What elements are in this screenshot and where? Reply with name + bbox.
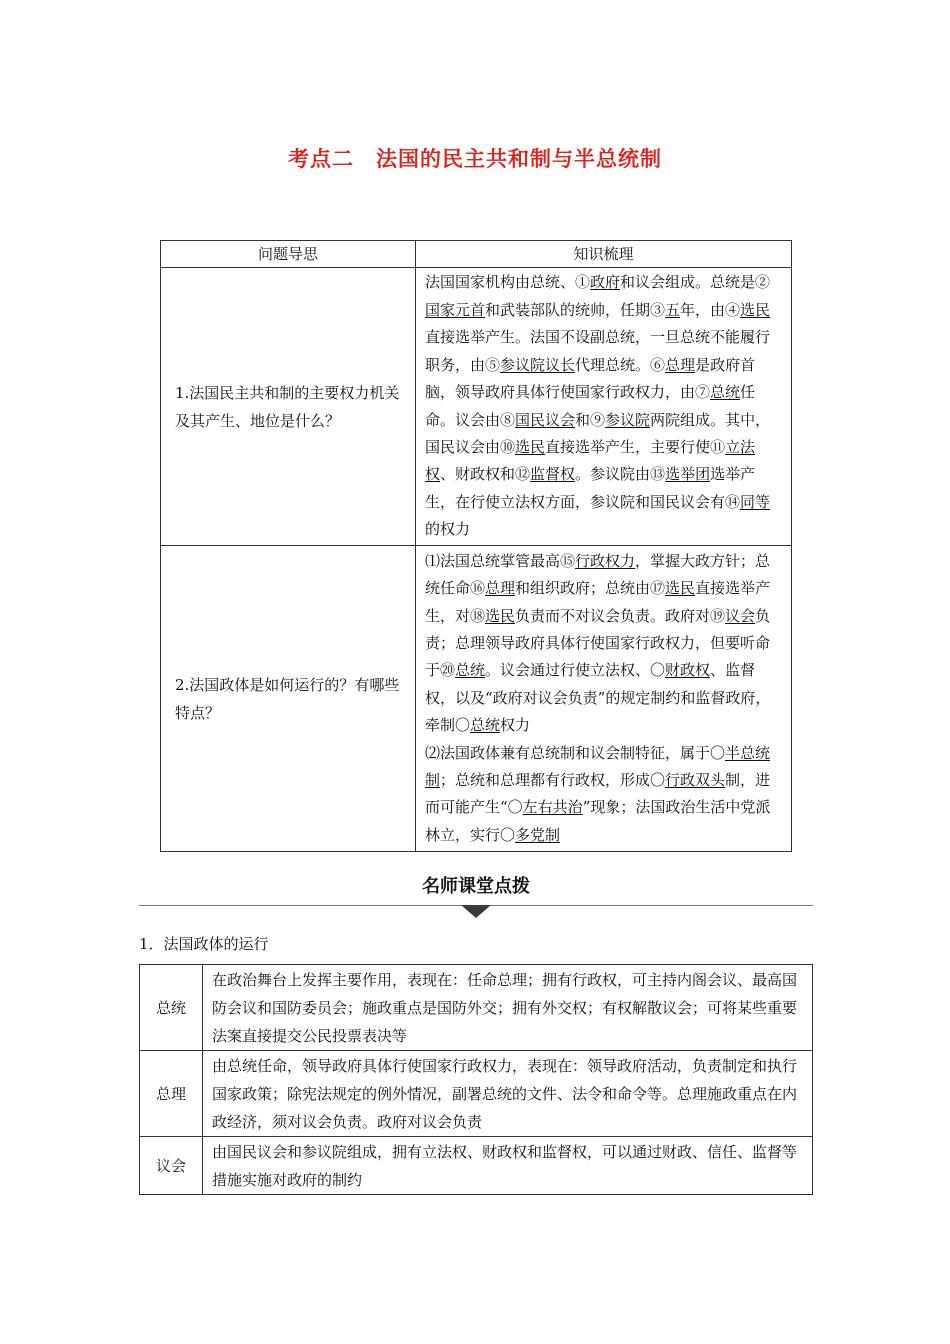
operation-table [139,964,813,1195]
row-key: 总理 [140,1051,203,1137]
answer-blank: 总理 [485,579,516,598]
answer-blank: 财政权 [665,661,711,680]
guide-table-header [161,241,792,268]
answer-blank: 总理 [665,355,696,374]
guide-table [160,240,792,852]
answer-blank: 国家元首 [425,300,486,319]
answer-blank: 左右共治 [522,798,583,817]
page-title-prefix: 考点二 [288,147,354,171]
answer-blank: 多党制 [515,825,561,844]
answer-blank: 监督权 [530,465,576,484]
answer-blank: 行政双头 [665,771,726,790]
answer-blank: 政府 [590,273,621,292]
answer-blank: 选民 [515,437,546,456]
answer-blank: 行政权力 [575,551,636,570]
answer-blank: 选民 [485,606,516,625]
knowledge-cell: ⑴法国总统掌管最高⑮行政权力，掌握大政方针；总统任命⑯总理和组织政府；总统由⑰选民直接选举产生，对⑱选民负责而不对议会负责。政府对⑲议会负责；总理领导政府具体行使国家行政权力，但要听命于⑳总统。议会通过行使立法权、〇财政权、监督权，以及“政府对议会负责”的规定制约和监督政府，牵制〇总统权力 ⑵法国政体兼有总统制和议会制特征，属于〇半总统制；总统和总理都有行政权，形成〇行政双头制，进而可能产生“〇左右共治”现象；法国政治生活中党派林立，实行〇多党制 [416,546,792,852]
subsection-title: 1．法国政体的运行 [139,935,269,953]
answer-blank: 议会 [725,606,756,625]
answer-blank: 选民 [740,300,771,319]
answer-blank: 总统 [710,383,741,402]
page-title [0,143,950,173]
answer-blank: 参议院议长 [500,355,576,374]
answer-blank: 参议院 [605,410,651,429]
table-row [161,546,792,852]
answer-blank: 总统 [455,661,486,680]
question-cell: 1.法国民主共和制的主要权力机关及其产生、地位是什么？ [161,268,416,546]
row-value: 由总统任命，领导政府具体行使国家行政权力，表现在：领导政府活动，负责制定和执行国家政策；除宪法规定的例外情况，副署总统的文件、法令和命令等。总理施政重点在内政经济，须对议会负责。政府对议会负责 [203,1051,813,1137]
section-title: 名师课堂点拨 [422,876,530,897]
triangle-down-icon [461,905,491,918]
knowledge-cell: 法国国家机构由总统、①政府和议会组成。总统是②国家元首和武装部队的统帅，任期③五年，由④选民直接选举产生。法国不设副总统，一旦总统不能履行职务，由⑤参议院议长代理总统。⑥总理是政府首脑，领导政府具体行使国家行政权力，由⑦总统任命。议会由⑧国民议会和⑨参议院两院组成。其中，国民议会由⑩选民直接选举产生，主要行使⑪立法权、财政权和⑫监督权。参议院由⑬选举团选举产生，在行使立法权方面，参议院和国民议会有⑭同等的权力 [416,268,792,546]
answer-blank: 立法权 [425,437,756,484]
row-value: 由国民议会和参议院组成，拥有立法权、财政权和监督权，可以通过财政、信任、监督等措施实施对政府的制约 [203,1137,813,1195]
question-cell: 2.法国政体是如何运行的？有哪些特点？ [161,546,416,852]
answer-blank: 选举团 [665,465,711,484]
answer-blank: 选民 [665,579,696,598]
header-knowledge: 知识梳理 [416,241,792,268]
table-row [140,1051,813,1137]
answer-blank: 同等 [740,492,771,511]
answer-blank: 总统 [470,716,501,735]
table-row [140,965,813,1051]
section-header [139,874,813,920]
table-row [140,1137,813,1195]
row-key: 总统 [140,965,203,1051]
table-row [161,268,792,546]
answer-blank: 半总统制 [425,743,771,790]
answer-blank: 国民议会 [515,410,576,429]
row-value: 在政治舞台上发挥主要作用，表现在：任命总理；拥有行政权，可主持内阁会议、最高国防会议和国防委员会；施政重点是国防外交；拥有外交权；有权解散议会；可将某些重要法案直接提交公民投票表决等 [203,965,813,1051]
row-key: 议会 [140,1137,203,1195]
header-question: 问题导思 [161,241,416,268]
answer-blank: 五 [665,300,681,319]
page-title-text: 法国的民主共和制与半总统制 [376,147,662,171]
